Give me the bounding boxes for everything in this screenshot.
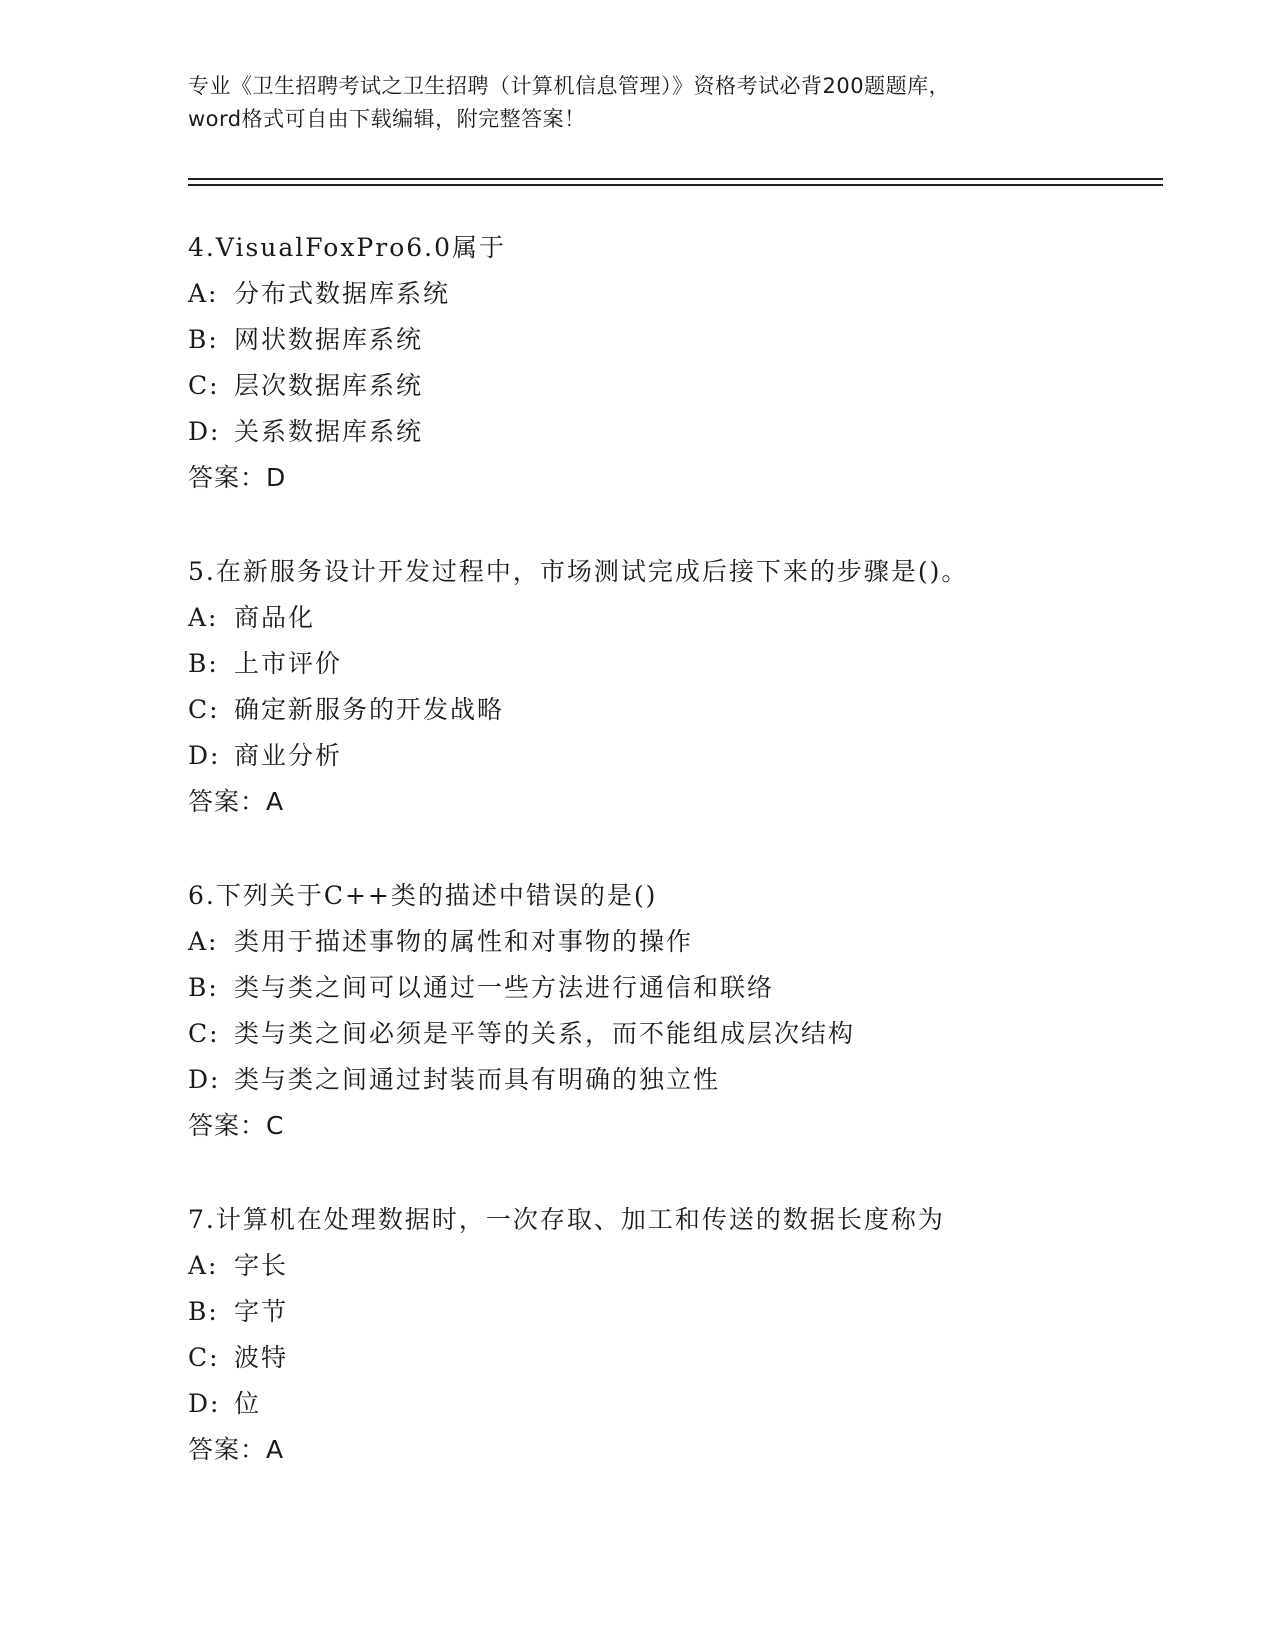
option-text: 类与类之间必须是平等的关系，而不能组成层次结构 [234,1019,856,1048]
option-a [188,1243,1168,1289]
option-text: 层次数据库系统 [234,371,424,400]
option-b [188,965,1168,1011]
option-letter: C: [188,1343,220,1372]
option-letter: C: [188,371,220,400]
option-text: 位 [234,1389,262,1418]
option-letter: B: [188,973,219,1002]
option-text: 网状数据库系统 [234,325,424,354]
question-item [188,873,1168,1149]
option-a [188,919,1168,965]
option-text: 商业分析 [234,741,343,770]
option-d [188,409,1168,455]
answer-line: 答案：C [188,1111,285,1140]
option-text: 类与类之间可以通过一些方法进行通信和联络 [234,973,775,1002]
option-c [188,1011,1168,1057]
option-text: 上市评价 [234,649,343,678]
option-text: 关系数据库系统 [234,417,424,446]
option-b [188,1289,1168,1335]
option-letter: A: [188,1251,219,1280]
option-letter: D: [188,1389,221,1418]
header-line-2: word格式可自由下载编辑，附完整答案！ [188,107,586,131]
option-letter: D: [188,741,221,770]
document-header [188,70,1088,136]
option-text: 类用于描述事物的属性和对事物的操作 [234,927,694,956]
header-divider-bottom [188,184,1163,186]
option-letter: B: [188,649,219,678]
option-letter: C: [188,1019,220,1048]
option-c [188,1335,1168,1381]
answer-line: 答案：A [188,787,285,816]
option-letter: B: [188,1297,219,1326]
option-letter: D: [188,417,221,446]
header-line-1: 专业《卫生招聘考试之卫生招聘（计算机信息管理）》资格考试必背200题题库， [188,74,951,98]
option-d [188,733,1168,779]
option-text: 字节 [234,1297,289,1326]
option-b [188,641,1168,687]
question-stem: 7.计算机在处理数据时，一次存取、加工和传送的数据长度称为 [188,1205,945,1234]
option-letter: C: [188,695,220,724]
question-list [188,225,1168,1521]
answer-line: 答案：A [188,1435,285,1464]
question-item [188,225,1168,501]
option-letter: D: [188,1065,221,1094]
option-letter: A: [188,279,219,308]
question-item [188,549,1168,825]
option-d [188,1057,1168,1103]
option-text: 确定新服务的开发战略 [234,695,505,724]
option-d [188,1381,1168,1427]
option-letter: A: [188,927,219,956]
option-text: 商品化 [234,603,316,632]
answer-line: 答案：D [188,463,287,492]
question-stem: 6.下列关于C++类的描述中错误的是() [188,881,658,910]
option-text: 类与类之间通过封装而具有明确的独立性 [234,1065,721,1094]
option-text: 波特 [234,1343,289,1372]
question-stem: 5.在新服务设计开发过程中，市场测试完成后接下来的步骤是()。 [188,557,969,586]
option-b [188,317,1168,363]
option-letter: B: [188,325,219,354]
question-item [188,1197,1168,1473]
option-c [188,363,1168,409]
option-letter: A: [188,603,219,632]
option-c [188,687,1168,733]
option-a [188,595,1168,641]
option-text: 分布式数据库系统 [234,279,451,308]
question-stem: 4.VisualFoxPro6.0属于 [188,233,507,262]
option-text: 字长 [234,1251,289,1280]
option-a [188,271,1168,317]
header-divider-top [188,178,1163,180]
